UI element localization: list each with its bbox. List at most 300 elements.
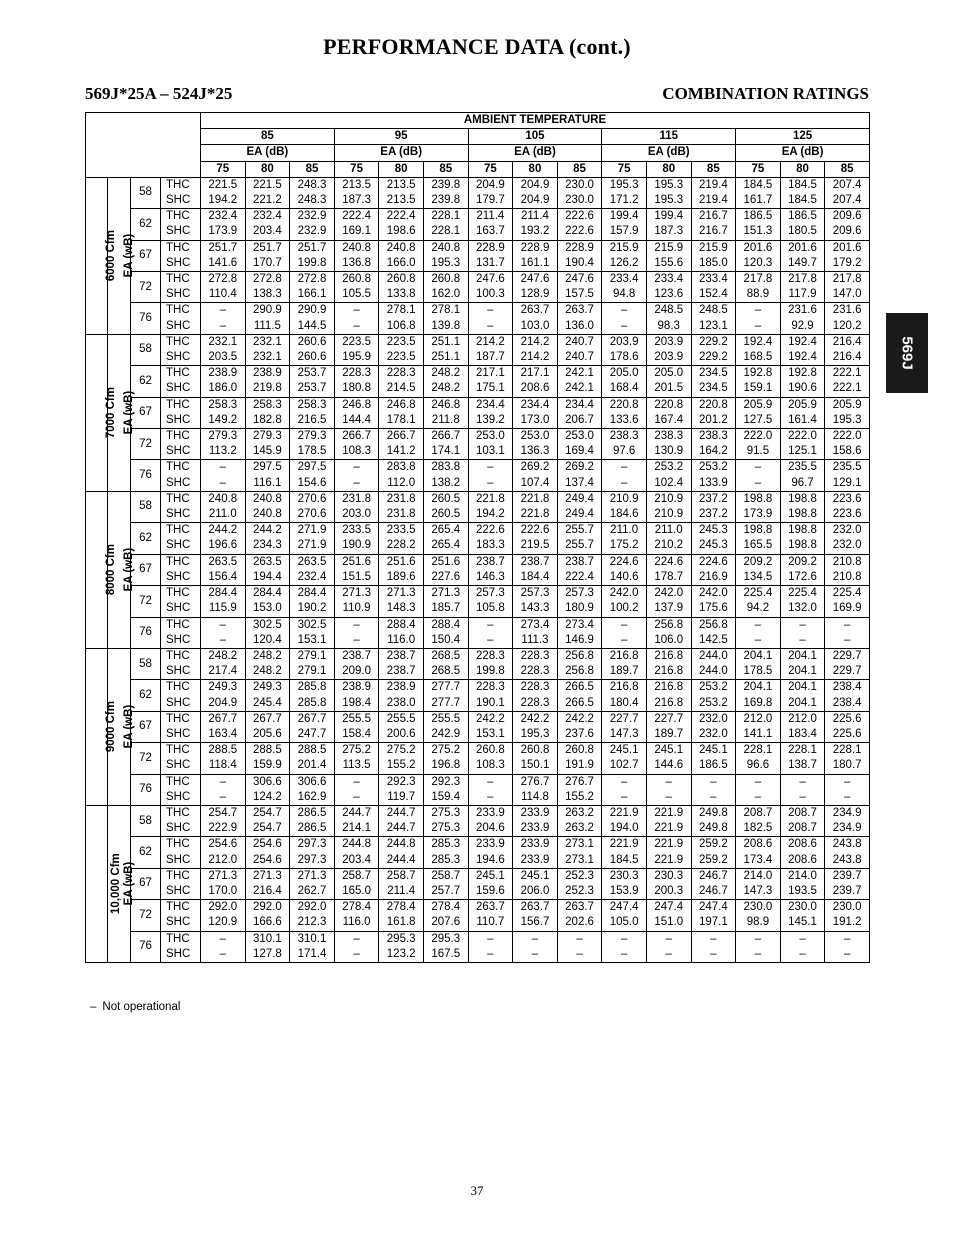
data-cell: 237.2 xyxy=(691,491,736,507)
data-cell: 278.4 xyxy=(423,900,468,916)
data-cell: 134.5 xyxy=(736,570,781,586)
data-cell: 242.2 xyxy=(557,711,602,727)
data-cell: 207.6 xyxy=(423,915,468,931)
data-cell: 216.8 xyxy=(646,648,691,664)
table-row xyxy=(86,460,870,476)
data-cell: 184.5 xyxy=(736,177,781,193)
data-cell: – xyxy=(825,947,870,963)
data-cell: 205.6 xyxy=(245,727,290,743)
data-cell: 216.4 xyxy=(825,334,870,350)
data-cell: – xyxy=(201,790,246,806)
data-cell: 103.1 xyxy=(468,444,513,460)
data-cell: 260.6 xyxy=(290,334,335,350)
data-cell: 132.0 xyxy=(780,601,825,617)
data-cell: 169.8 xyxy=(736,696,781,712)
data-cell: 288.5 xyxy=(245,743,290,759)
data-cell: 161.4 xyxy=(780,413,825,429)
data-cell: – xyxy=(780,633,825,649)
wet-bulb-value: 72 xyxy=(131,586,161,617)
table-row xyxy=(86,413,870,429)
data-cell: 278.4 xyxy=(379,900,424,916)
data-cell: 306.6 xyxy=(290,774,335,790)
data-cell: 260.5 xyxy=(423,507,468,523)
cfm-label: 10,000 Cfm xyxy=(109,853,122,915)
data-cell: 248.2 xyxy=(423,366,468,382)
data-cell: 214.2 xyxy=(513,334,558,350)
data-cell: 192.4 xyxy=(780,350,825,366)
data-cell: 175.2 xyxy=(602,538,647,554)
data-cell: 259.2 xyxy=(691,853,736,869)
data-cell: 232.1 xyxy=(201,334,246,350)
data-cell: 253.7 xyxy=(290,381,335,397)
data-cell: 166.0 xyxy=(379,256,424,272)
data-cell: 228.1 xyxy=(825,743,870,759)
data-cell: 260.8 xyxy=(334,272,379,288)
data-cell: 272.8 xyxy=(290,272,335,288)
data-cell: 222.0 xyxy=(780,429,825,445)
data-cell: – xyxy=(646,931,691,947)
performance-table-body xyxy=(86,177,870,962)
data-cell: 245.1 xyxy=(513,868,558,884)
data-cell: 204.9 xyxy=(513,193,558,209)
table-row xyxy=(86,444,870,460)
data-cell: 246.7 xyxy=(691,868,736,884)
data-cell: 302.5 xyxy=(245,617,290,633)
data-cell: 263.5 xyxy=(201,554,246,570)
data-cell: 271.9 xyxy=(290,523,335,539)
data-cell: 198.8 xyxy=(780,491,825,507)
wet-bulb-value: 62 xyxy=(131,523,161,554)
footnote-dash: – xyxy=(90,1001,97,1013)
footnote-text: Not operational xyxy=(102,1001,181,1013)
data-cell: 283.8 xyxy=(379,460,424,476)
data-cell: – xyxy=(780,774,825,790)
data-cell: – xyxy=(602,319,647,335)
data-cell: 223.6 xyxy=(825,491,870,507)
row-type-label: THC xyxy=(161,743,201,759)
data-cell: 205.9 xyxy=(780,397,825,413)
data-cell: 123.2 xyxy=(379,947,424,963)
data-cell: 256.8 xyxy=(691,617,736,633)
data-cell: 184.5 xyxy=(780,177,825,193)
table-row xyxy=(86,790,870,806)
ea-wb-label: EA (wB) xyxy=(123,233,136,278)
data-cell: 195.3 xyxy=(513,727,558,743)
data-cell: 306.6 xyxy=(245,774,290,790)
data-cell: – xyxy=(736,303,781,319)
data-cell: – xyxy=(691,774,736,790)
data-cell: 155.2 xyxy=(557,790,602,806)
data-cell: 240.8 xyxy=(334,240,379,256)
data-cell: 153.1 xyxy=(290,633,335,649)
data-cell: 258.3 xyxy=(290,397,335,413)
ea-db-value: 85 xyxy=(557,161,602,177)
data-cell: 185.7 xyxy=(423,601,468,617)
cfm-label-cell xyxy=(86,648,117,805)
data-cell: 232.0 xyxy=(825,523,870,539)
data-cell: 229.2 xyxy=(691,334,736,350)
data-cell: 199.4 xyxy=(602,209,647,225)
data-cell: 216.9 xyxy=(691,570,736,586)
data-cell: 200.3 xyxy=(646,884,691,900)
data-cell: 214.0 xyxy=(736,868,781,884)
data-cell: 242.0 xyxy=(691,586,736,602)
data-cell: 108.3 xyxy=(334,444,379,460)
data-cell: 210.9 xyxy=(646,491,691,507)
data-cell: 103.0 xyxy=(513,319,558,335)
data-cell: 260.8 xyxy=(379,272,424,288)
data-cell: 208.7 xyxy=(780,805,825,821)
data-cell: 149.7 xyxy=(780,256,825,272)
data-cell: 222.1 xyxy=(825,381,870,397)
ea-db-value: 80 xyxy=(245,161,290,177)
ambient-temperature-header: AMBIENT TEMPERATURE xyxy=(201,113,870,129)
data-cell: 233.9 xyxy=(468,805,513,821)
data-cell: 247.4 xyxy=(602,900,647,916)
wet-bulb-value: 58 xyxy=(131,805,161,836)
data-cell: 243.8 xyxy=(825,837,870,853)
data-cell: 163.7 xyxy=(468,224,513,240)
data-cell: 174.1 xyxy=(423,444,468,460)
row-type-label: THC xyxy=(161,711,201,727)
table-row xyxy=(86,586,870,602)
data-cell: 263.5 xyxy=(290,554,335,570)
data-cell: 223.5 xyxy=(379,334,424,350)
data-cell: 292.0 xyxy=(290,900,335,916)
data-cell: 255.7 xyxy=(557,523,602,539)
table-row xyxy=(86,272,870,288)
data-cell: 204.1 xyxy=(736,648,781,664)
data-cell: 258.3 xyxy=(201,397,246,413)
data-cell: 163.4 xyxy=(201,727,246,743)
data-cell: 221.2 xyxy=(245,193,290,209)
data-cell: 253.2 xyxy=(691,460,736,476)
data-cell: 275.2 xyxy=(379,743,424,759)
row-type-label: SHC xyxy=(161,915,201,931)
data-cell: – xyxy=(334,303,379,319)
data-cell: 229.7 xyxy=(825,664,870,680)
data-cell: 169.4 xyxy=(557,444,602,460)
data-cell: 295.3 xyxy=(423,931,468,947)
row-type-label: SHC xyxy=(161,727,201,743)
data-cell: 275.2 xyxy=(334,743,379,759)
section-title: COMBINATION RATINGS xyxy=(662,84,869,103)
ea-db-value: 75 xyxy=(602,161,647,177)
data-cell: 141.2 xyxy=(379,444,424,460)
data-cell: 214.5 xyxy=(379,381,424,397)
data-cell: 144.4 xyxy=(334,413,379,429)
data-cell: 235.5 xyxy=(825,460,870,476)
data-cell: 209.2 xyxy=(780,554,825,570)
data-cell: 214.2 xyxy=(468,334,513,350)
page-title: PERFORMANCE DATA (cont.) xyxy=(323,34,631,59)
data-cell: 110.7 xyxy=(468,915,513,931)
data-cell: 284.4 xyxy=(245,586,290,602)
data-cell: 148.3 xyxy=(379,601,424,617)
data-cell: 203.9 xyxy=(602,334,647,350)
data-cell: 184.6 xyxy=(602,507,647,523)
data-cell: 229.2 xyxy=(691,350,736,366)
data-cell: 157.5 xyxy=(557,287,602,303)
data-cell: 246.8 xyxy=(334,397,379,413)
data-cell: 254.7 xyxy=(245,821,290,837)
data-cell: 271.3 xyxy=(245,868,290,884)
data-cell: 192.8 xyxy=(736,366,781,382)
data-cell: 216.8 xyxy=(646,696,691,712)
data-cell: 229.7 xyxy=(825,648,870,664)
data-cell: 191.9 xyxy=(557,758,602,774)
data-cell: 156.4 xyxy=(201,570,246,586)
data-cell: – xyxy=(468,476,513,492)
data-cell: 277.7 xyxy=(423,680,468,696)
wet-bulb-value: 76 xyxy=(131,774,161,805)
data-cell: 242.0 xyxy=(646,586,691,602)
data-cell: 206.7 xyxy=(557,413,602,429)
data-cell: 240.7 xyxy=(557,334,602,350)
data-cell: – xyxy=(513,931,558,947)
data-cell: 248.3 xyxy=(290,177,335,193)
ea-db-values-row xyxy=(86,161,870,177)
data-cell: 211.0 xyxy=(201,507,246,523)
data-cell: 240.8 xyxy=(245,507,290,523)
data-cell: 189.7 xyxy=(602,664,647,680)
data-cell: 271.3 xyxy=(379,586,424,602)
data-cell: 204.1 xyxy=(736,680,781,696)
data-cell: – xyxy=(201,633,246,649)
table-row xyxy=(86,915,870,931)
data-cell: 192.4 xyxy=(736,334,781,350)
data-cell: 116.0 xyxy=(334,915,379,931)
data-cell: 195.3 xyxy=(646,177,691,193)
data-cell: 253.0 xyxy=(557,429,602,445)
data-cell: 216.4 xyxy=(245,884,290,900)
table-row xyxy=(86,947,870,963)
data-cell: 279.3 xyxy=(245,429,290,445)
data-cell: 242.9 xyxy=(423,727,468,743)
data-cell: 203.4 xyxy=(245,224,290,240)
row-type-label: SHC xyxy=(161,224,201,240)
data-cell: 138.3 xyxy=(245,287,290,303)
data-cell: 169.1 xyxy=(334,224,379,240)
data-cell: 238.3 xyxy=(646,429,691,445)
data-cell: 196.6 xyxy=(201,538,246,554)
data-cell: 209.0 xyxy=(334,664,379,680)
ea-db-value: 75 xyxy=(201,161,246,177)
data-cell: 273.4 xyxy=(557,617,602,633)
data-cell: 267.7 xyxy=(201,711,246,727)
data-cell: 285.8 xyxy=(290,696,335,712)
data-cell: 228.1 xyxy=(423,209,468,225)
data-cell: 92.9 xyxy=(780,319,825,335)
data-cell: – xyxy=(201,774,246,790)
row-type-label: SHC xyxy=(161,758,201,774)
data-cell: 249.3 xyxy=(245,680,290,696)
row-type-label: THC xyxy=(161,272,201,288)
data-cell: 248.2 xyxy=(423,381,468,397)
ea-db-value: 75 xyxy=(736,161,781,177)
row-type-label: SHC xyxy=(161,853,201,869)
data-cell: 267.7 xyxy=(290,711,335,727)
data-cell: 263.7 xyxy=(557,900,602,916)
data-cell: 212.3 xyxy=(290,915,335,931)
table-row xyxy=(86,664,870,680)
data-cell: 223.5 xyxy=(379,350,424,366)
row-type-label: SHC xyxy=(161,696,201,712)
data-cell: 201.2 xyxy=(691,413,736,429)
data-cell: 225.4 xyxy=(825,586,870,602)
row-type-label: SHC xyxy=(161,947,201,963)
data-cell: 210.8 xyxy=(825,554,870,570)
data-cell: 235.5 xyxy=(780,460,825,476)
data-cell: 221.8 xyxy=(513,491,558,507)
data-cell: 219.8 xyxy=(245,381,290,397)
row-type-label: THC xyxy=(161,240,201,256)
data-cell: 227.7 xyxy=(646,711,691,727)
data-cell: 251.6 xyxy=(334,554,379,570)
data-cell: 215.9 xyxy=(691,240,736,256)
data-cell: 140.6 xyxy=(602,570,647,586)
data-cell: 179.7 xyxy=(468,193,513,209)
data-cell: 189.7 xyxy=(646,727,691,743)
data-cell: 243.8 xyxy=(825,853,870,869)
data-cell: 242.1 xyxy=(557,381,602,397)
data-cell: 253.0 xyxy=(468,429,513,445)
data-cell: – xyxy=(334,931,379,947)
data-cell: 178.1 xyxy=(379,413,424,429)
data-cell: 136.3 xyxy=(513,444,558,460)
data-cell: 220.8 xyxy=(602,397,647,413)
corner-cell xyxy=(86,113,201,178)
data-cell: 251.7 xyxy=(201,240,246,256)
row-type-label: SHC xyxy=(161,570,201,586)
data-cell: 228.1 xyxy=(423,224,468,240)
data-cell: 127.8 xyxy=(245,947,290,963)
data-cell: 133.9 xyxy=(691,476,736,492)
data-cell: 249.4 xyxy=(557,491,602,507)
data-cell: 255.5 xyxy=(334,711,379,727)
data-cell: – xyxy=(201,319,246,335)
table-row xyxy=(86,523,870,539)
data-cell: 292.0 xyxy=(201,900,246,916)
data-cell: 200.6 xyxy=(379,727,424,743)
data-cell: 201.4 xyxy=(290,758,335,774)
data-cell: 198.8 xyxy=(736,491,781,507)
data-cell: 210.8 xyxy=(825,570,870,586)
data-cell: 263.7 xyxy=(513,303,558,319)
data-cell: 222.4 xyxy=(379,209,424,225)
data-cell: 238.9 xyxy=(245,366,290,382)
data-cell: 162.9 xyxy=(290,790,335,806)
data-cell: 151.5 xyxy=(334,570,379,586)
row-type-label: THC xyxy=(161,868,201,884)
data-cell: 130.9 xyxy=(646,444,691,460)
data-cell: 238.0 xyxy=(379,696,424,712)
data-cell: 242.0 xyxy=(602,586,647,602)
ea-db-value: 80 xyxy=(379,161,424,177)
data-cell: 129.1 xyxy=(825,476,870,492)
data-cell: 244.7 xyxy=(379,805,424,821)
data-cell: 260.8 xyxy=(468,743,513,759)
data-cell: 278.1 xyxy=(423,303,468,319)
table-row xyxy=(86,554,870,570)
data-cell: 272.8 xyxy=(245,272,290,288)
data-cell: 173.4 xyxy=(736,853,781,869)
data-cell: 247.6 xyxy=(557,272,602,288)
table-row xyxy=(86,366,870,382)
data-cell: 232.1 xyxy=(245,334,290,350)
data-cell: 258.3 xyxy=(245,397,290,413)
data-cell: 190.1 xyxy=(468,696,513,712)
data-cell: 185.0 xyxy=(691,256,736,272)
data-cell: 195.9 xyxy=(334,350,379,366)
data-cell: 290.9 xyxy=(245,303,290,319)
wet-bulb-value: 67 xyxy=(131,868,161,899)
row-type-label: SHC xyxy=(161,256,201,272)
data-cell: 98.9 xyxy=(736,915,781,931)
data-cell: 145.1 xyxy=(780,915,825,931)
data-cell: 225.4 xyxy=(780,586,825,602)
data-cell: 284.4 xyxy=(290,586,335,602)
data-cell: 139.2 xyxy=(468,413,513,429)
data-cell: 270.6 xyxy=(290,491,335,507)
data-cell: 251.6 xyxy=(423,554,468,570)
data-cell: 199.8 xyxy=(468,664,513,680)
data-cell: 182.8 xyxy=(245,413,290,429)
ea-db-value: 85 xyxy=(691,161,736,177)
row-type-label: THC xyxy=(161,209,201,225)
data-cell: 244.2 xyxy=(245,523,290,539)
data-cell: 254.6 xyxy=(201,837,246,853)
data-cell: 213.5 xyxy=(334,177,379,193)
row-type-label: THC xyxy=(161,334,201,350)
data-cell: 283.8 xyxy=(423,460,468,476)
data-cell: 238.7 xyxy=(379,648,424,664)
data-cell: 245.4 xyxy=(245,696,290,712)
data-cell: 105.5 xyxy=(334,287,379,303)
data-cell: 228.3 xyxy=(513,648,558,664)
row-type-label: SHC xyxy=(161,444,201,460)
data-cell: 244.4 xyxy=(379,853,424,869)
data-cell: – xyxy=(736,460,781,476)
data-cell: 164.2 xyxy=(691,444,736,460)
data-cell: 244.8 xyxy=(334,837,379,853)
data-cell: 144.5 xyxy=(290,319,335,335)
data-cell: 239.7 xyxy=(825,884,870,900)
data-cell: 123.1 xyxy=(691,319,736,335)
data-cell: 240.8 xyxy=(423,240,468,256)
data-cell: 150.4 xyxy=(423,633,468,649)
data-cell: 169.9 xyxy=(825,601,870,617)
data-cell: 237.2 xyxy=(691,507,736,523)
data-cell: 106.0 xyxy=(646,633,691,649)
data-cell: 182.5 xyxy=(736,821,781,837)
data-cell: 111.5 xyxy=(245,319,290,335)
table-row xyxy=(86,648,870,664)
data-cell: 249.4 xyxy=(557,507,602,523)
table-row xyxy=(86,507,870,523)
data-cell: 198.8 xyxy=(780,538,825,554)
data-cell: 253.0 xyxy=(513,429,558,445)
data-cell: 251.6 xyxy=(379,554,424,570)
data-cell: 228.9 xyxy=(557,240,602,256)
data-cell: 215.9 xyxy=(646,240,691,256)
data-cell: 209.2 xyxy=(736,554,781,570)
data-cell: 225.4 xyxy=(736,586,781,602)
data-cell: 222.4 xyxy=(334,209,379,225)
data-cell: 245.1 xyxy=(646,743,691,759)
data-cell: – xyxy=(602,790,647,806)
data-cell: 275.3 xyxy=(423,805,468,821)
